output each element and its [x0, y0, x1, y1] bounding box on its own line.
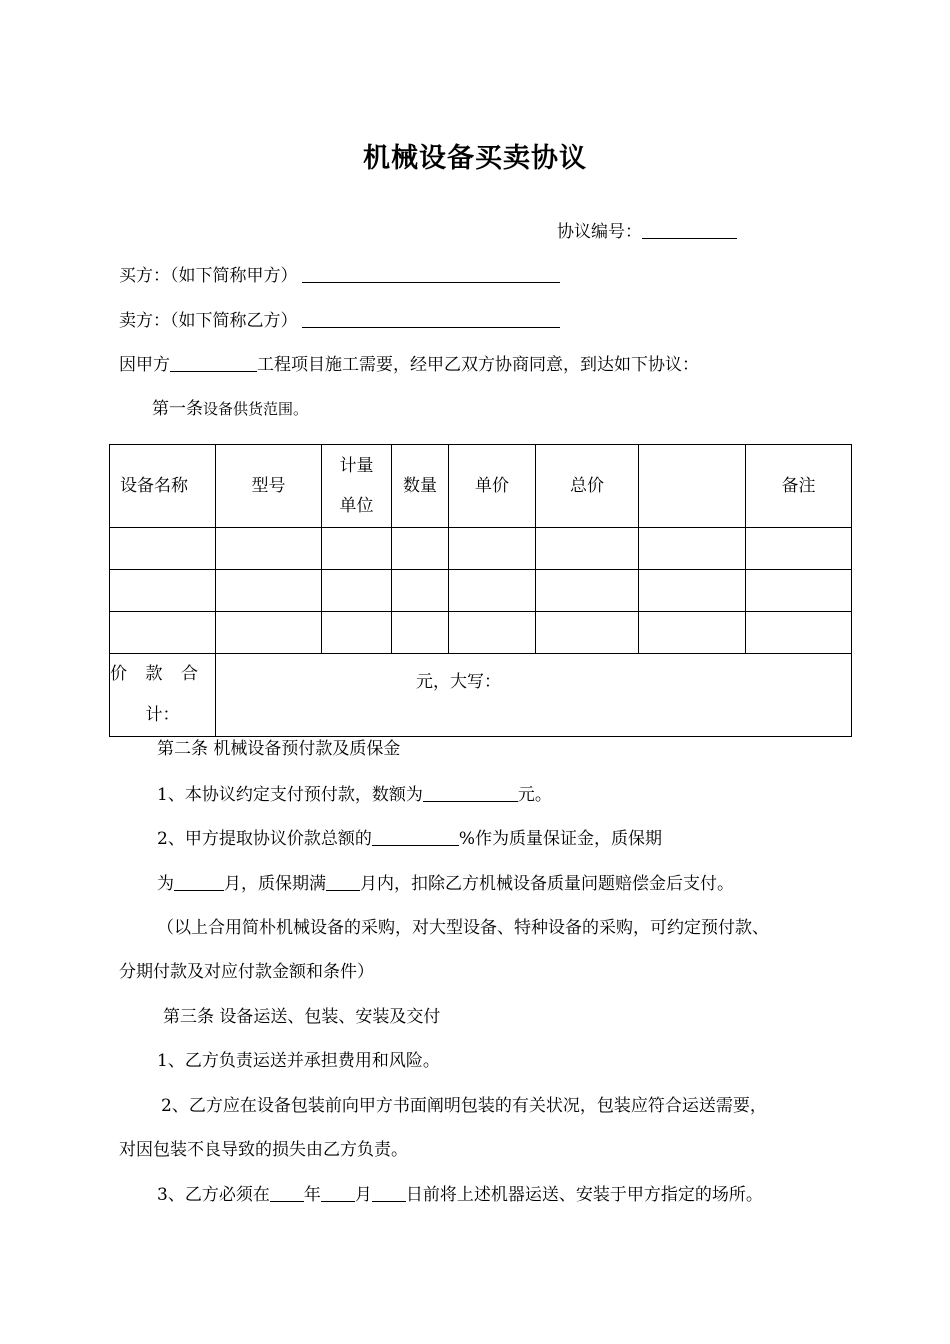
- warranty-months-blank[interactable]: [174, 873, 224, 891]
- article2-item2-continued: [157, 873, 734, 895]
- table-cell[interactable]: [639, 528, 746, 570]
- article2-item1-prefix: 1、本协议约定支付预付款，数额为: [157, 785, 423, 805]
- article2-item2-suffix: %作为质量保证金，质保期: [458, 829, 662, 849]
- table-cell[interactable]: [392, 612, 449, 654]
- article1-number: 第一条: [152, 399, 203, 419]
- intro-line: [119, 354, 699, 376]
- seller-blank[interactable]: [302, 310, 560, 328]
- article2-item2b-c: 月内，扣除乙方机械设备质量问题赔偿金后支付。: [360, 874, 734, 894]
- delivery-year-blank[interactable]: [270, 1184, 304, 1202]
- article2-note-line2: 分期付款及对应付款金额和条件）: [119, 962, 374, 982]
- article2-note-line1: （以上合用简朴机械设备的采购，对大型设备、特种设备的采购，可约定预付款、: [157, 918, 769, 938]
- goods-table: [109, 444, 852, 737]
- table-cell[interactable]: [639, 570, 746, 612]
- table-cell[interactable]: [216, 612, 322, 654]
- article3-heading: 第三条 设备运送、包装、安装及交付: [163, 1007, 441, 1027]
- header-remarks: 备注: [746, 445, 852, 528]
- table-header-row: [110, 445, 852, 528]
- table-row: [110, 612, 852, 654]
- article3-item1: 1、乙方负责运送并承担费用和风险。: [157, 1051, 440, 1071]
- total-label-char: 价: [110, 664, 127, 684]
- table-cell[interactable]: [536, 528, 639, 570]
- seller-line: [119, 310, 560, 332]
- header-unit-line1: 计量: [339, 456, 374, 476]
- article3-item3-d: 日前将上述机器运送、安装于甲方指定的场所。: [405, 1185, 763, 1205]
- table-cell[interactable]: [392, 570, 449, 612]
- article3-item3-b: 年: [303, 1185, 321, 1205]
- article2-item2-prefix: 2、甲方提取协议价款总额的: [157, 829, 372, 849]
- total-amount-text: 元，大写：: [416, 672, 501, 692]
- header-unit-price: 单价: [449, 445, 536, 528]
- table-cell[interactable]: [746, 528, 852, 570]
- table-cell[interactable]: [639, 612, 746, 654]
- intro-prefix: 因甲方: [119, 355, 170, 375]
- table-cell[interactable]: [392, 528, 449, 570]
- article3-item3-a: 3、乙方必须在: [157, 1185, 270, 1205]
- delivery-day-blank[interactable]: [372, 1184, 406, 1202]
- article1-heading: [152, 398, 308, 420]
- table-cell[interactable]: [449, 528, 536, 570]
- header-unit-line2: 单位: [339, 496, 374, 516]
- table-cell[interactable]: [216, 528, 322, 570]
- header-quantity: 数量: [392, 445, 449, 528]
- table-cell[interactable]: [322, 612, 392, 654]
- header-unit: [322, 445, 392, 528]
- total-label: [110, 654, 216, 737]
- article2-item2b-a: 为: [157, 874, 174, 894]
- article1-text: 设备供货范围。: [203, 400, 309, 418]
- header-equipment-name: 设备名称: [110, 445, 216, 528]
- agreement-number-blank[interactable]: [642, 221, 737, 239]
- project-blank[interactable]: [170, 354, 257, 372]
- agreement-number-label: 协议编号：: [557, 222, 642, 242]
- table-row: [110, 570, 852, 612]
- total-label-char: 合: [181, 664, 198, 684]
- header-model: 型号: [216, 445, 322, 528]
- prepayment-blank[interactable]: [423, 784, 518, 802]
- total-amount-cell[interactable]: [216, 654, 852, 737]
- table-cell[interactable]: [746, 570, 852, 612]
- article2-item1-suffix: 元。: [517, 785, 552, 805]
- agreement-number-line: [557, 221, 737, 243]
- payment-months-blank[interactable]: [326, 873, 360, 891]
- article2-heading: 第二条 机械设备预付款及质保金: [157, 739, 401, 759]
- header-empty: [639, 445, 746, 528]
- table-cell[interactable]: [110, 528, 216, 570]
- buyer-label: 买方：（如下简称甲方）: [119, 266, 298, 286]
- table-cell[interactable]: [110, 570, 216, 612]
- table-cell[interactable]: [449, 612, 536, 654]
- table-row: [110, 528, 852, 570]
- intro-suffix: 工程项目施工需要，经甲乙双方协商同意，到达如下协议：: [257, 355, 699, 375]
- buyer-line: [119, 265, 560, 287]
- table-cell[interactable]: [110, 612, 216, 654]
- header-total-price: 总价: [536, 445, 639, 528]
- article3-item2-line2: 对因包装不良导致的损失由乙方负责。: [119, 1140, 408, 1160]
- article3-item3-c: 月: [354, 1185, 372, 1205]
- article2-item2: [157, 828, 662, 850]
- article3-item3: [157, 1184, 763, 1206]
- buyer-blank[interactable]: [302, 265, 560, 283]
- document-title: 机械设备买卖协议: [363, 143, 587, 174]
- total-label-tail: 计：: [145, 705, 180, 725]
- table-cell[interactable]: [449, 570, 536, 612]
- table-cell[interactable]: [746, 612, 852, 654]
- table-cell[interactable]: [216, 570, 322, 612]
- table-total-row: [110, 654, 852, 737]
- table-cell[interactable]: [536, 612, 639, 654]
- article2-item1: [157, 784, 552, 806]
- delivery-month-blank[interactable]: [321, 1184, 355, 1202]
- table-cell[interactable]: [536, 570, 639, 612]
- seller-label: 卖方：（如下简称乙方）: [119, 311, 298, 331]
- table-cell[interactable]: [322, 570, 392, 612]
- total-label-char: 款: [145, 664, 163, 684]
- article2-item2b-b: 月，质保期满: [224, 874, 326, 894]
- warranty-percent-blank[interactable]: [372, 828, 459, 846]
- article3-item2-line1: 2、乙方应在设备包装前向甲方书面阐明包装的有关状况，包装应符合运送需要，: [161, 1096, 767, 1116]
- table-cell[interactable]: [322, 528, 392, 570]
